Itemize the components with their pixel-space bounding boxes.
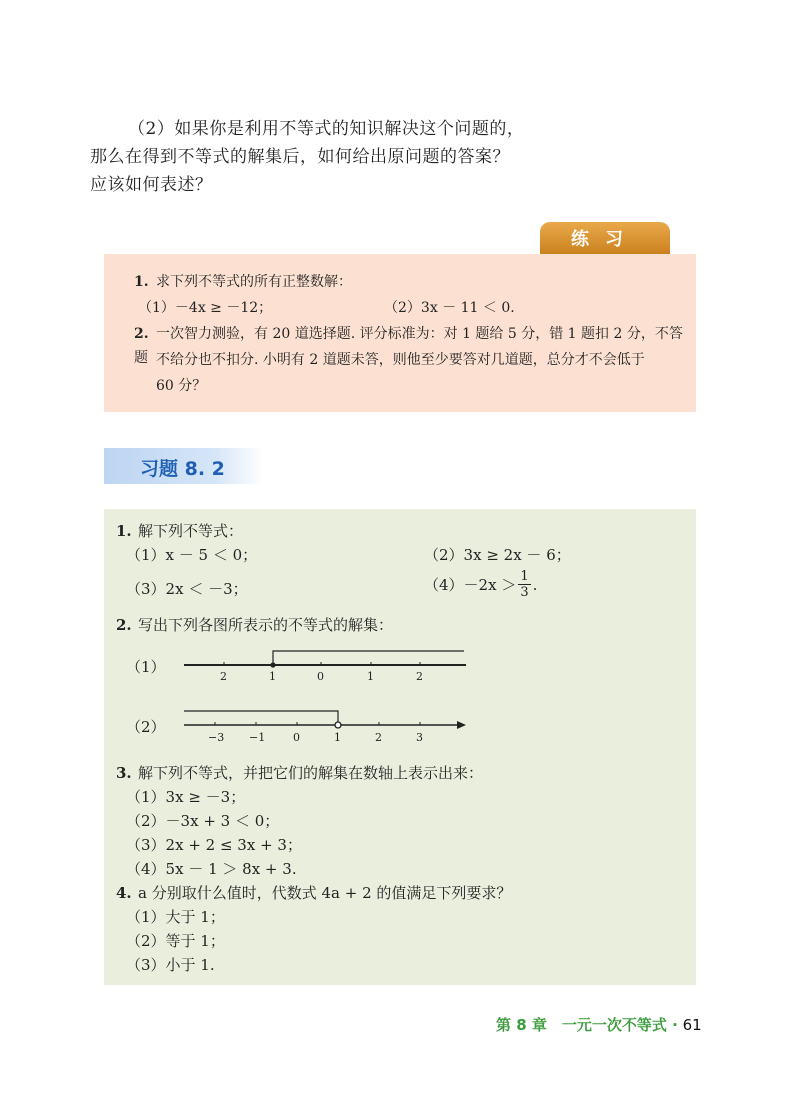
hw-q1-p1: （1）x － 5 ＜ 0； <box>126 546 258 564</box>
hw-q1-p4 <box>424 569 537 600</box>
chapter-title: 第 8 章 一元一次不等式 · <box>496 1016 678 1034</box>
number-line-2 <box>178 703 474 747</box>
homework-title: 习题 8. 2 <box>140 458 225 480</box>
q-text: 解下列不等式，并把它们的解集在数轴上表示出来： <box>138 764 484 782</box>
practice-q2-line3: 60 分？ <box>156 378 207 394</box>
tick-label: 0 <box>293 731 300 744</box>
hw-q1-p2: （2）3x ≥ 2x － 6； <box>424 546 571 564</box>
homework-box <box>104 509 696 985</box>
tick-label: 1 <box>367 670 374 683</box>
hw-q1 <box>116 519 243 543</box>
hw-q3-p1: （1）3x ≥ －3； <box>126 788 246 806</box>
p4-end: . <box>532 575 538 594</box>
hw-q4 <box>116 881 511 905</box>
page-footer <box>496 1014 702 1035</box>
q-text: 解下列不等式： <box>138 522 244 540</box>
practice-q1-a: （1）－4x ≥ －12； <box>138 300 273 316</box>
fraction-numerator: 1 <box>520 569 529 584</box>
hw-q3-p2: （2）－3x + 3 ＜ 0； <box>126 812 280 830</box>
hw-q4-p1: （1）大于 1； <box>126 908 225 926</box>
q-text: 求下列不等式的所有正整数解： <box>156 274 352 290</box>
q-number: 3. <box>116 764 132 782</box>
hw-q3-p3: （3）2x + 2 ≤ 3x + 3； <box>126 836 302 854</box>
tick-label: −3 <box>208 731 225 744</box>
q-number: 2. <box>134 326 149 342</box>
practice-tab: 练习 <box>540 222 670 256</box>
intro-paragraph <box>90 115 710 199</box>
practice-q1-b: （2）3x － 11 ＜ 0. <box>384 300 515 316</box>
q-number: 1. <box>134 274 149 290</box>
page-number: 61 <box>682 1016 702 1034</box>
hw-q2 <box>116 613 393 637</box>
tick-label: −1 <box>249 731 266 744</box>
p4-text: （4）－2x ＞ <box>424 575 517 594</box>
practice-q1 <box>134 270 352 294</box>
q-number: 4. <box>116 884 132 902</box>
tick-label: 2 <box>375 731 382 744</box>
hw-q1-p3: （3）2x ＜ －3； <box>126 580 248 598</box>
tick-label: 2 <box>416 670 423 683</box>
intro-line-2: 那么在得到不等式的解集后，如何给出原问题的答案？ <box>90 147 510 167</box>
hw-q3 <box>116 761 483 785</box>
number-line-1 <box>178 645 474 685</box>
hw-q3-p4: （4）5x － 1 ＞ 8x + 3. <box>126 860 297 878</box>
hw-q4-p3: （3）小于 1. <box>126 956 215 974</box>
fraction-denominator: 3 <box>520 585 529 600</box>
intro-line-3: 应该如何表述？ <box>90 175 213 195</box>
fraction <box>518 569 530 600</box>
tick-label: 1 <box>334 731 341 744</box>
figure-2-label: （2） <box>126 718 166 736</box>
q-number: 1. <box>116 522 132 540</box>
intro-line-1: （2）如果你是利用不等式的知识解决这个问题的， <box>128 119 525 139</box>
tick-label: 1 <box>269 670 276 683</box>
tick-label: 0 <box>317 670 324 683</box>
practice-q2-line2: 不给分也不扣分. 小明有 2 道题未答，则他至少要答对几道题，总分才不会低于 <box>156 352 645 368</box>
homework-header <box>104 448 264 484</box>
hw-q4-p2: （2）等于 1； <box>126 932 225 950</box>
practice-box <box>104 254 696 412</box>
tick-label: 2 <box>220 670 227 683</box>
q-text: a 分别取什么值时，代数式 4a + 2 的值满足下列要求？ <box>138 884 512 902</box>
q-text: 写出下列各图所表示的不等式的解集： <box>138 616 394 634</box>
q-number: 2. <box>116 616 132 634</box>
q-text: 一次智力测验，有 20 道选择题. 评分标准为：对 1 题给 5 分，错 1 题扣 2 分，不答题 <box>134 326 683 366</box>
figure-1-label: （1） <box>126 658 166 676</box>
tick-label: 3 <box>416 731 423 744</box>
